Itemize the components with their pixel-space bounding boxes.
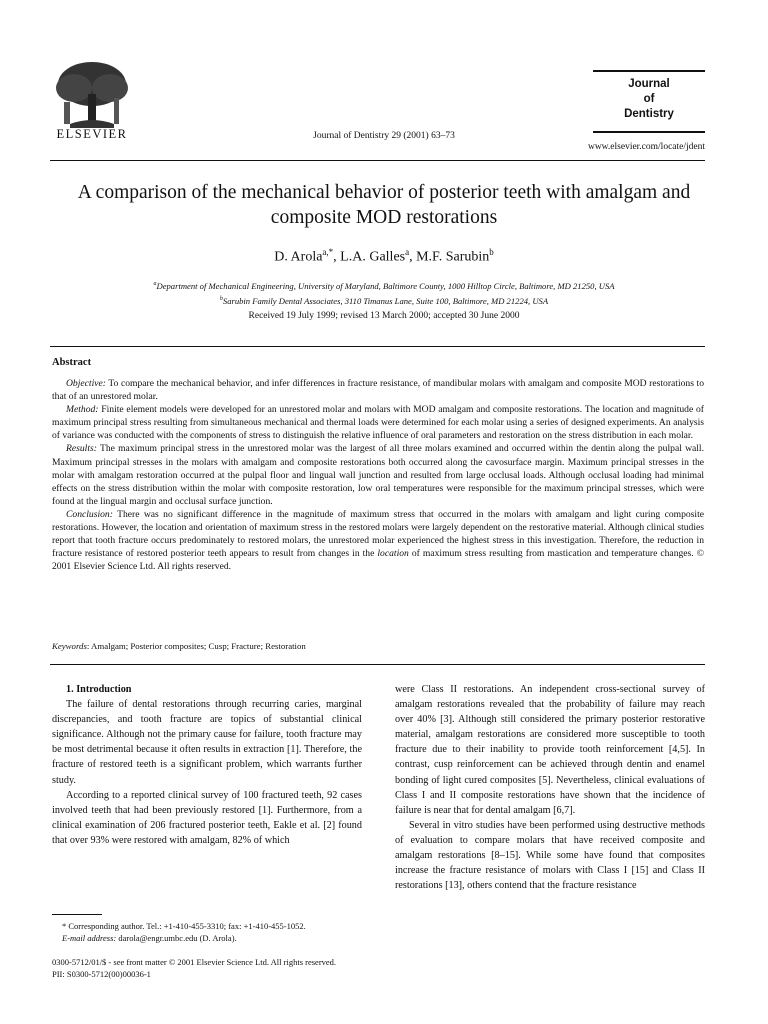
received-dates: Received 19 July 1999; revised 13 March 2000; accepted 30 June 2000 — [248, 311, 520, 321]
body-paragraph: Several in vitro studies have been performed using destructive methods of evaluation to compare molars that have received composite and amalgam restorations [8–15]. While some have found that composites increase the fracture resistance of molars with Class I [15] and Class II restorations [13], others contend that the fracture resistance — [395, 819, 705, 892]
abstract-bottom-divider — [50, 664, 705, 665]
article-title: A comparison of the mechanical behavior of posterior teeth with amalgam and composite MOD restorations — [77, 182, 691, 228]
email-label: E-mail address: — [62, 933, 117, 943]
affiliation-a — [40, 278, 728, 293]
author-affiliation-mark: b — [489, 247, 494, 257]
footnote — [52, 920, 372, 944]
front-matter-line: 0300-5712/01/$ - see front matter © 2001 Elsevier Science Ltd. All rights reserved. — [52, 957, 337, 967]
keywords — [52, 641, 306, 651]
corresponding-author-note: * Corresponding author. Tel.: +1-410-455-3310; fax: +1-410-455-1052. — [62, 921, 306, 931]
body-paragraph: According to a reported clinical survey of 100 fractured teeth, 92 cases involved teeth that had been previously restored [1]. Furthermore, from a clinical examination of 206 fractured posterior teeth, Eakle et al. [2] found that over 93% were restored with amalgam, 82% of which — [52, 789, 362, 846]
abstract-text: There was no significant difference in the magnitude of maximum stress that occurred in the molars with amalgam and light curing composite restorations. However, the location and orientation of maximum stress in the restored molars were largely dependent on the restorative material. Although clinical studies report that tooth fracture occurs predominately to restored molars, the unrestored molar experienced the highest stress in this investigation. Therefore, the reduction in fracture resistance of restored posterior teeth appears to result from changes in the — [52, 508, 704, 560]
abstract-text: To compare the mechanical behavior, and infer differences in fracture resistance, of mandibular molars with amalgam and composite MOD restorations to that of an unrestored molar. — [52, 378, 704, 403]
footnote-rule — [52, 914, 102, 915]
email-note — [52, 932, 372, 944]
affiliation-text: Department of Mechanical Engineering, University of Maryland, Baltimore County, 1000 Hilltop Circle, Baltimore, MD 21250, USA — [156, 280, 615, 291]
abstract-text: of maximum stress resulting from mastication and temperature changes. © 2001 Elsevier Science Ltd. All rights reserved. — [52, 548, 704, 573]
abstract-objective — [52, 377, 704, 403]
copyright-info — [52, 956, 336, 980]
author-affiliation-mark: a,* — [322, 247, 334, 257]
right-column — [395, 682, 705, 893]
email-address: darola@engr.umbc.edu (D. Arola). — [116, 933, 237, 943]
author-name: M.F. Sarubin — [416, 249, 490, 265]
abstract-conclusion — [52, 508, 704, 573]
abstract-text: The maximum principal stress in the unrestored molar was the largest of all three molars examined and occurred within the dentin along the pulpal wall. Maximum principal stresses in the molars with amalgam and composite restorations both occurred along the cavosurface margin. Maximum principal stresses in the molar with amalgam restoration occurred at the pulpal floor and lingual wall junction and resulted from large occlusal loads. Although occlusal loading had minimal effects on the stress distribution within the molar with composite restoration, low oral temperatures were responsible for the maximum principal stresses, which were found at the lingual margin and occlusal surface junction. — [52, 443, 704, 507]
abstract-label: Method: — [66, 404, 99, 416]
journal-name-line: Journal — [628, 78, 670, 90]
abstract-label: Objective: — [66, 378, 106, 389]
header-divider — [50, 160, 705, 161]
abstract-emphasis: location — [377, 548, 409, 560]
affiliation-text: Sarubin Family Dental Associates, 3110 Timanus Lane, Suite 100, Baltimore, MD 21224, USA — [222, 295, 549, 306]
journal-url-link[interactable]: www.elsevier.com/locate/jdent — [587, 142, 705, 152]
author-list: D. Arola$^{a,*}$, L.A. Galles$^a$, M.F. Sarubin$^b$ — [274, 247, 494, 265]
journal-citation: Journal of Dentistry 29 (2001) 63–73 — [313, 131, 455, 141]
pii-line: PII: S0300-5712(00)00036-1 — [52, 969, 151, 979]
affiliation-b — [40, 293, 728, 308]
affiliation-mark: a — [153, 281, 157, 287]
publisher-name: ELSEVIER — [56, 127, 128, 141]
abstract-text: Finite element models were developed for an unrestored molar and molars with MOD amalgam and composite restorations. The location and magnitude of maximum principal stress resulting from simultaneous mechanical and thermal loads were determined for each molar using a series of designed experiments. An analysis of variance was conducted with the components of stress to distinguish the relative influence of oral parameters and restoration on the stress distribution in each molar. — [52, 404, 704, 442]
abstract-heading: Abstract — [52, 357, 92, 368]
journal-name-line: Dentistry — [624, 108, 674, 120]
author-affiliation-mark: a — [405, 247, 410, 257]
body-paragraph: The failure of dental restorations through recurring caries, marginal discrepancies, and tooth fracture are topics of substantial clinical significance. Although not the primary cause for failure, tooth fracture may be most detrimental because it often results in extraction [1]. Therefore, the fracture of restored teeth is a significant problem, which warrants further study. — [52, 699, 362, 786]
keywords-label: Keywords — [52, 641, 87, 651]
journal-box-top-rule — [593, 70, 705, 72]
journal-name-line: of — [643, 93, 655, 105]
affiliation-mark: b — [219, 295, 223, 302]
affiliations — [40, 278, 728, 308]
left-column — [52, 682, 362, 848]
keywords-text: : Amalgam; Posterior composites; Cusp; Fracture; Restoration — [86, 641, 306, 651]
journal-name — [593, 77, 705, 122]
journal-box-bottom-rule — [593, 131, 705, 133]
abstract-results — [52, 442, 704, 507]
body-paragraph: were Class II restorations. An independent cross-sectional survey of amalgam restorations revealed that the probability of failure may reach over 40% [3]. Although still considered the primary posterior restorative material, amalgam restorations are considered more susceptible to tooth fracture due to their inability to provide tooth reinforcement [4,5]. In contrast, cusp reinforcement can be achieved through dentin and enamel bonding of light cured composites [5]. Nevertheless, clinical evaluations of Class I and II composite restorations have shown that the incidence of failure is near that for dental amalgam [6,7]. — [395, 684, 705, 816]
author-name: D. Arola — [274, 249, 323, 265]
abstract-body — [52, 377, 704, 573]
abstract-label: Results: — [66, 443, 97, 455]
author-name: L.A. Galles — [340, 249, 406, 265]
abstract-method — [52, 403, 704, 442]
abstract-label: Conclusion: — [66, 508, 113, 520]
abstract-top-divider — [50, 346, 705, 347]
section-heading: 1. Introduction — [66, 684, 132, 695]
